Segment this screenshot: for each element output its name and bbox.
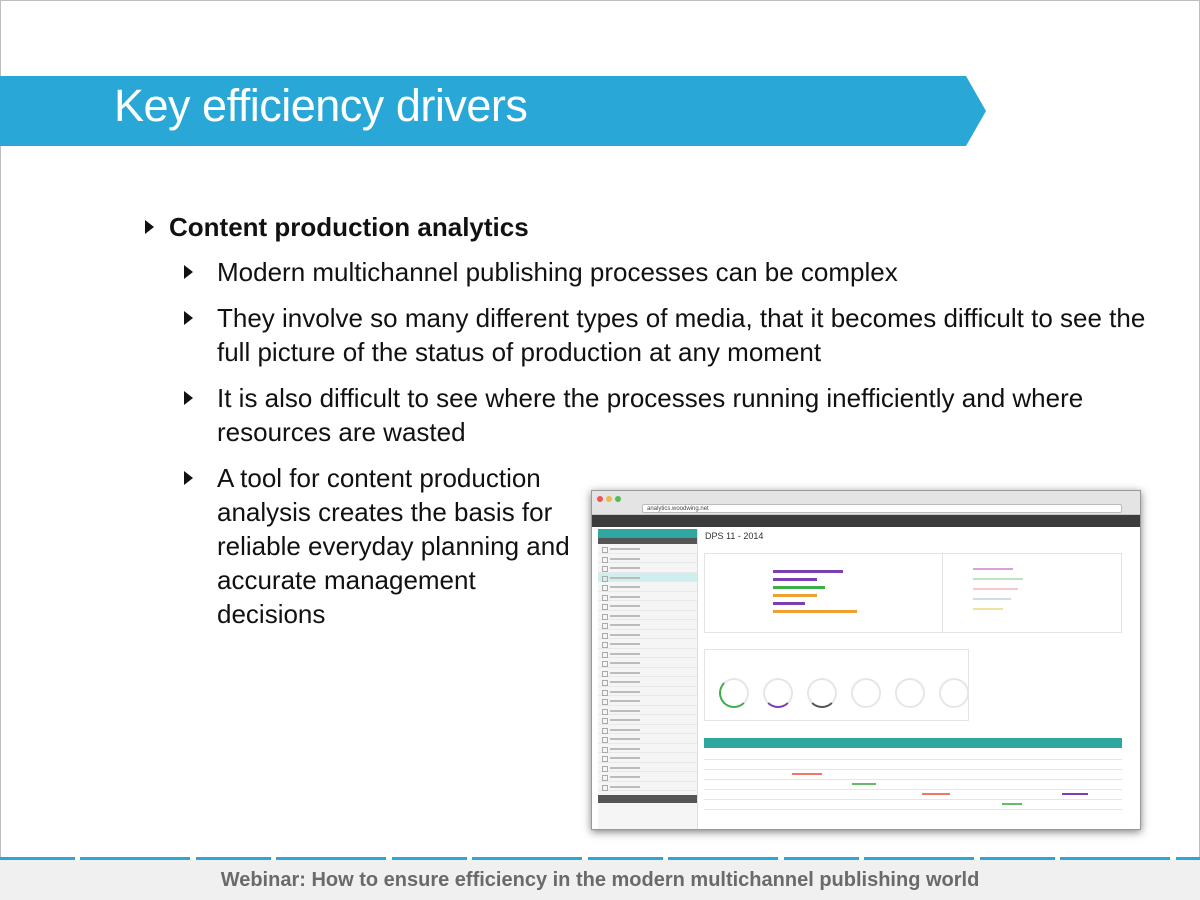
triangle-bullet-icon — [184, 265, 193, 279]
bullet-item-text: Modern multichannel publishing processes can be complex — [217, 257, 898, 287]
bullet-level1-text: Content production analytics — [169, 212, 529, 242]
bullet-item-text: It is also difficult to see where the processes running inefficiently and where resources are wasted — [217, 383, 1084, 447]
bullet-item — [217, 381, 1147, 449]
close-dot-icon — [597, 496, 603, 502]
triangle-bullet-icon — [184, 471, 193, 485]
checkout-panel — [704, 649, 969, 721]
maximize-dot-icon — [615, 496, 621, 502]
footer-text: Webinar: How to ensure efficiency in the modern multichannel publishing world — [220, 869, 980, 891]
bullet-level1 — [169, 210, 529, 244]
bullet-item-text: A tool for content production analysis creates the basis for reliable everyday planning and accurate management decisions — [217, 463, 570, 629]
file-status-header — [704, 738, 1122, 748]
bullet-item — [217, 301, 1147, 369]
footer-divider — [0, 857, 1200, 860]
issue-sidebar — [598, 529, 698, 829]
minimize-dot-icon — [606, 496, 612, 502]
screenshot-heading: DPS 11 - 2014 — [705, 531, 764, 541]
bullet-item — [217, 461, 587, 631]
browser-chrome — [592, 491, 1141, 515]
slide-title: Key efficiency drivers — [114, 80, 528, 131]
app-header-bar — [592, 515, 1141, 527]
iterative-panel — [942, 553, 1122, 633]
progress-panel — [704, 553, 959, 633]
url-bar: analytics.woodwing.net — [642, 504, 1122, 513]
bullet-item — [217, 255, 898, 289]
triangle-bullet-icon — [145, 220, 154, 234]
triangle-bullet-icon — [184, 391, 193, 405]
analytics-screenshot-image — [591, 490, 1141, 830]
bullet-item-text: They involve so many different types of media, that it becomes difficult to see the full picture of the status of production at any moment — [217, 303, 1146, 367]
triangle-bullet-icon — [184, 311, 193, 325]
